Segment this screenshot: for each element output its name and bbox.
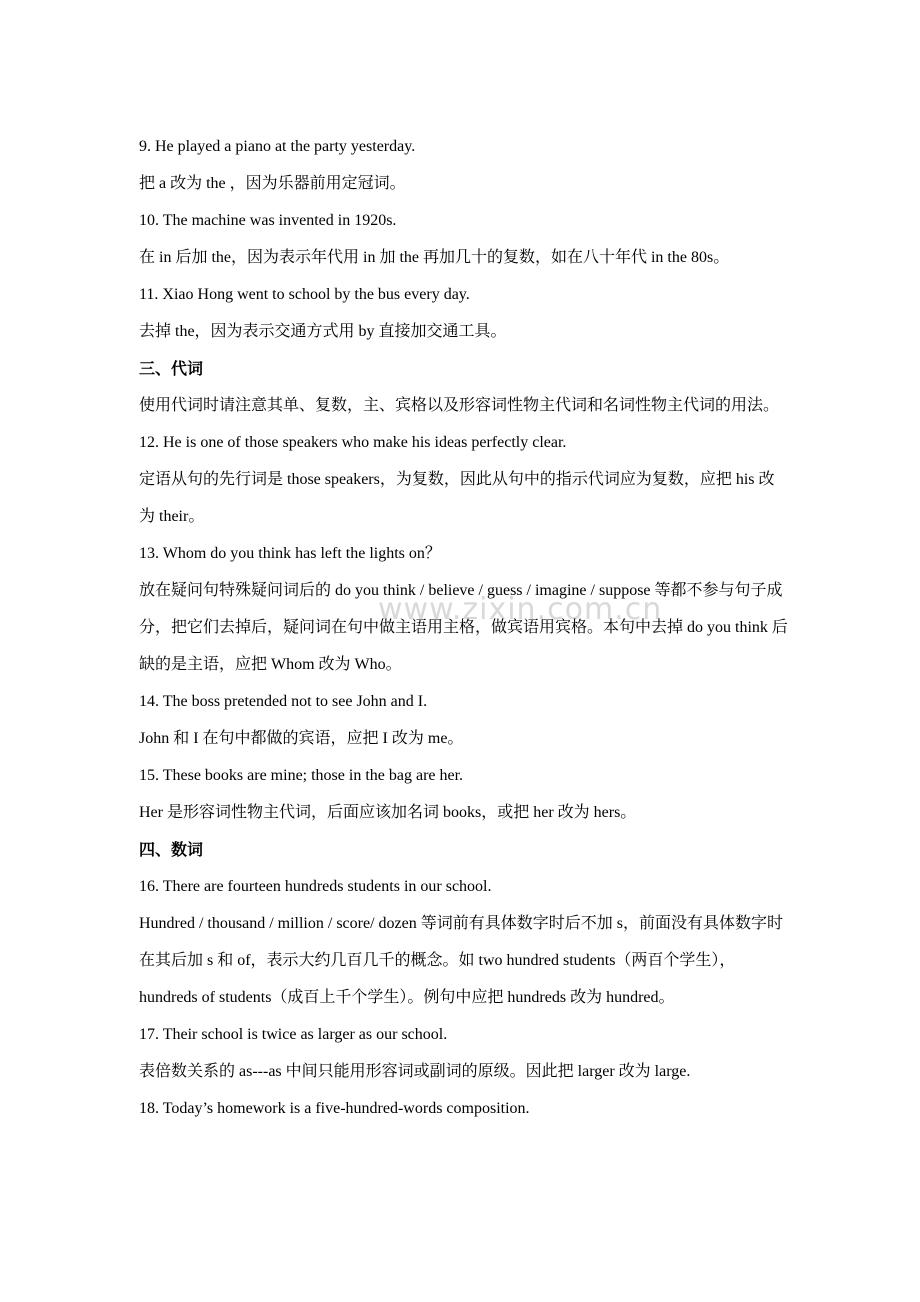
- answer-12: 定语从句的先行词是 those speakers，为复数，因此从句中的指示代词应为复数，应把 his 改为 their。: [139, 471, 775, 525]
- document-body: [139, 128, 789, 1127]
- section-intro-pronouns: 使用代词时请注意其单、复数，主、宾格以及形容词性物主代词和名词性物主代词的用法。: [139, 397, 780, 414]
- question-9: 9. He played a piano at the party yesterday.: [139, 138, 416, 155]
- question-12: 12. He is one of those speakers who make his ideas perfectly clear.: [139, 434, 567, 451]
- question-14: 14. The boss pretended not to see John and I.: [139, 693, 428, 710]
- section-heading-numerals: 四、数词: [139, 840, 204, 859]
- section-heading-pronouns: 三、代词: [139, 359, 204, 378]
- answer-11: 去掉 the，因为表示交通方式用 by 直接加交通工具。: [139, 323, 507, 340]
- question-13: 13. Whom do you think has left the lights on？: [139, 545, 441, 562]
- watermark: www.zixin.com.cn: [378, 592, 663, 627]
- answer-17: 表倍数关系的 as---as 中间只能用形容词或副词的原级。因此把 larger 改为 large.: [139, 1063, 691, 1080]
- question-18: 18. Today’s homework is a five-hundred-words composition.: [139, 1100, 530, 1117]
- question-15: 15. These books are mine; those in the bag are her.: [139, 767, 464, 784]
- question-10: 10. The machine was invented in 1920s.: [139, 212, 397, 229]
- answer-15: Her 是形容词性物主代词，后面应该加名词 books，或把 her 改为 hers。: [139, 804, 637, 821]
- answer-13: 放在疑问句特殊疑问词后的 do you think / believe / guess / imagine / suppose 等都不参与句子成分，把它们去掉后，疑问词在句中做主语用主格，做宾语用宾格。本句中去掉 do you think 后缺的是主语，应把 Whom 改为 Who。: [139, 582, 788, 673]
- answer-9: 把 a 改为 the ，因为乐器前用定冠词。: [139, 175, 406, 192]
- question-17: 17. Their school is twice as larger as our school.: [139, 1026, 448, 1043]
- question-11: 11. Xiao Hong went to school by the bus every day.: [139, 286, 470, 303]
- answer-16: Hundred / thousand / million / score/ dozen 等词前有具体数字时后不加 s，前面没有具体数字时在其后加 s 和 of，表示大约几百几千的概念。如 two hundred students（两百个学生），hundreds of students（成百上千个学生）。例句中应把 hundreds 改为 hundred。: [139, 915, 783, 1006]
- answer-10: 在 in 后加 the，因为表示年代用 in 加 the 再加几十的复数，如在八十年代 in the 80s。: [139, 249, 730, 266]
- answer-14: John 和 I 在句中都做的宾语，应把 I 改为 me。: [139, 730, 464, 747]
- question-16: 16. There are fourteen hundreds students in our school.: [139, 878, 492, 895]
